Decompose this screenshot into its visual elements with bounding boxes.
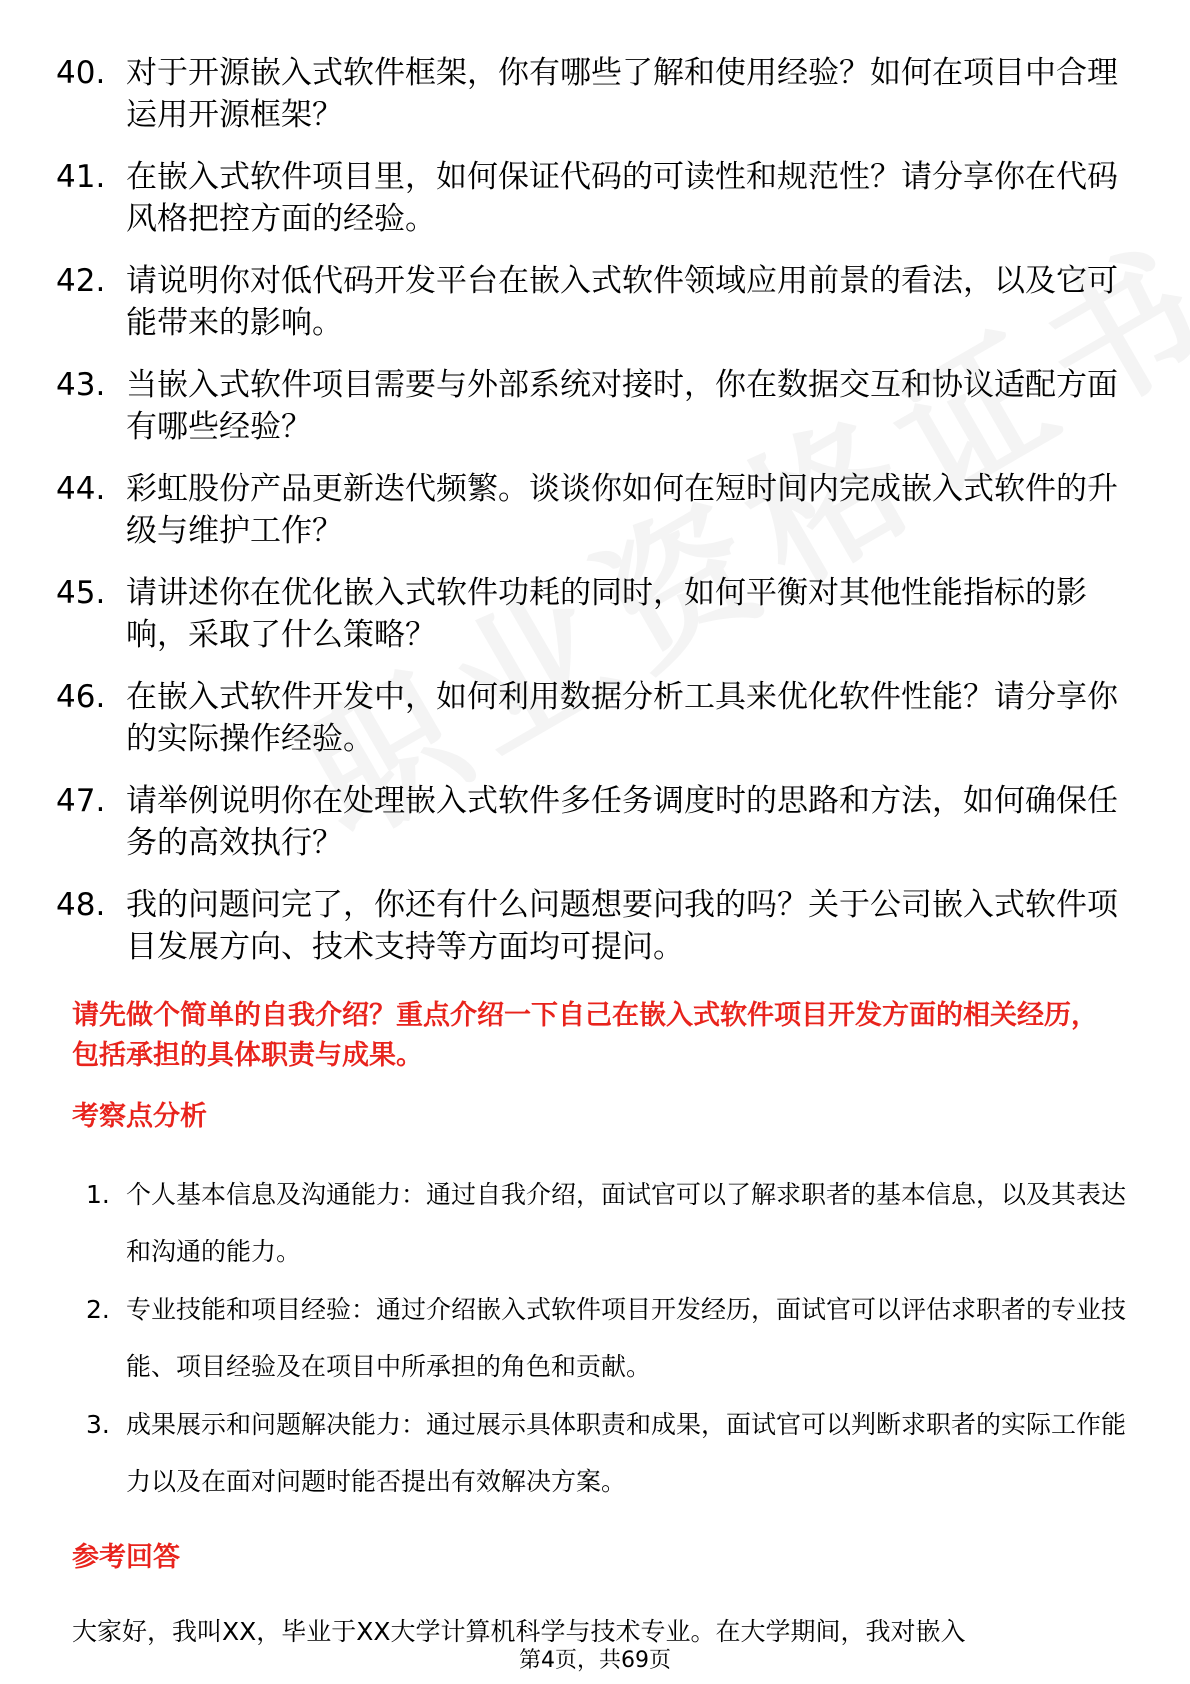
page-footer: 第4页，共69页 <box>0 1646 1190 1676</box>
question-text: 请说明你对低代码开发平台在嵌入式软件领域应用前景的看法，以及它可能带来的影响。 <box>126 263 1118 341</box>
question-number: 42. <box>56 263 106 299</box>
analysis-number: 1. <box>86 1180 110 1209</box>
question-number: 44. <box>56 471 106 507</box>
question-item <box>56 468 1136 552</box>
question-text: 在嵌入式软件项目里，如何保证代码的可读性和规范性？请分享你在代码风格把控方面的经验。 <box>126 159 1118 237</box>
analysis-item <box>86 1281 1126 1395</box>
answer-heading: 参考回答 <box>72 1542 180 1573</box>
analysis-number: 3. <box>86 1410 110 1439</box>
question-text: 对于开源嵌入式软件框架，你有哪些了解和使用经验？如何在项目中合理运用开源框架？ <box>126 55 1118 133</box>
analysis-item <box>86 1166 1126 1280</box>
question-number: 47. <box>56 783 106 819</box>
analysis-number: 2. <box>86 1295 110 1324</box>
question-number: 46. <box>56 679 106 715</box>
analysis-text: 专业技能和项目经验：通过介绍嵌入式软件项目开发经历，面试官可以评估求职者的专业技能、项目经验及在项目中所承担的角色和贡献。 <box>126 1295 1127 1381</box>
question-item <box>56 572 1136 656</box>
question-item <box>56 156 1136 240</box>
question-number: 43. <box>56 367 106 403</box>
question-text: 当嵌入式软件项目需要与外部系统对接时，你在数据交互和协议适配方面有哪些经验？ <box>126 367 1118 445</box>
question-number: 41. <box>56 159 106 195</box>
question-text: 我的问题问完了，你还有什么问题想要问我的吗？关于公司嵌入式软件项目发展方向、技术支持等方面均可提问。 <box>126 887 1118 965</box>
question-number: 40. <box>56 55 106 91</box>
question-number: 45. <box>56 575 106 611</box>
analysis-item <box>86 1396 1126 1510</box>
interview-question-heading: 请先做个简单的自我介绍？重点介绍一下自己在嵌入式软件项目开发方面的相关经历，包括承担的具体职责与成果。 <box>72 1000 1098 1071</box>
question-item <box>56 260 1136 344</box>
analysis-text: 个人基本信息及沟通能力：通过自我介绍，面试官可以了解求职者的基本信息，以及其表达和沟通的能力。 <box>126 1180 1127 1266</box>
question-text: 在嵌入式软件开发中，如何利用数据分析工具来优化软件性能？请分享你的实际操作经验。 <box>126 679 1118 757</box>
question-item <box>56 52 1136 136</box>
question-text: 请讲述你在优化嵌入式软件功耗的同时，如何平衡对其他性能指标的影响，采取了什么策略？ <box>126 575 1087 653</box>
question-text: 请举例说明你在处理嵌入式软件多任务调度时的思路和方法，如何确保任务的高效执行？ <box>126 783 1118 861</box>
analysis-list <box>86 1166 1126 1511</box>
question-number: 48. <box>56 887 106 923</box>
question-item <box>56 884 1136 968</box>
answer-paragraph: 大家好，我叫XX，毕业于XX大学计算机科学与技术专业。在大学期间，我对嵌入 <box>72 1617 966 1646</box>
analysis-text: 成果展示和问题解决能力：通过展示具体职责和成果，面试官可以判断求职者的实际工作能力以及在面对问题时能否提出有效解决方案。 <box>126 1410 1127 1496</box>
question-list <box>56 52 1136 988</box>
analysis-heading: 考察点分析 <box>72 1101 207 1132</box>
question-item <box>56 364 1136 448</box>
question-item <box>56 676 1136 760</box>
question-text: 彩虹股份产品更新迭代频繁。谈谈你如何在短时间内完成嵌入式软件的升级与维护工作？ <box>126 471 1118 549</box>
question-item <box>56 780 1136 864</box>
